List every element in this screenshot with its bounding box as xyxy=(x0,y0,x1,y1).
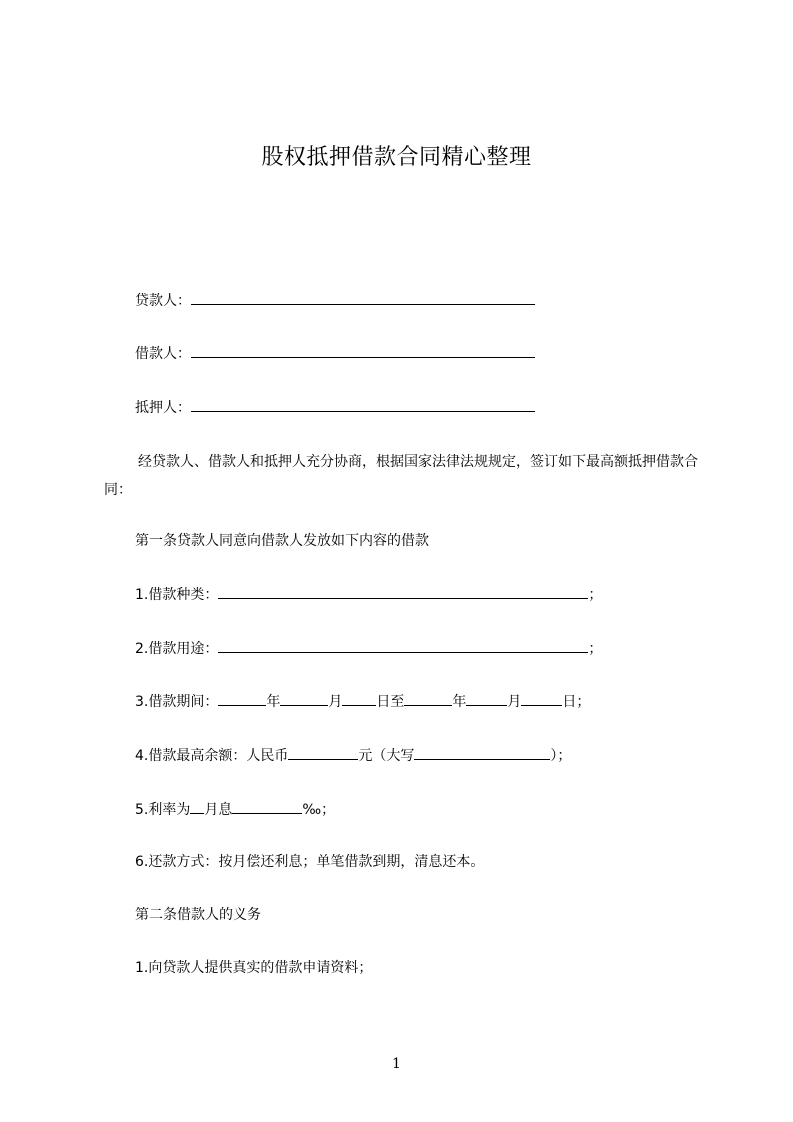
amount-unit: 元（大写 xyxy=(358,748,415,764)
start-month-blank[interactable] xyxy=(280,691,328,706)
interest-rate-line xyxy=(135,799,335,820)
article2-heading: 第二条借款人的义务 xyxy=(135,907,261,923)
borrower-blank[interactable] xyxy=(191,343,535,358)
loan-type-line xyxy=(135,584,602,605)
mortgagor-line xyxy=(135,397,535,418)
document-title: 股权抵押借款合同精心整理 xyxy=(261,145,532,170)
end-day-unit: 日； xyxy=(562,694,591,710)
borrower-obligation-1: 1.向贷款人提供真实的借款申请资料； xyxy=(135,960,373,976)
end-month-unit: 月 xyxy=(507,694,522,710)
loan-purpose-blank[interactable] xyxy=(218,638,588,653)
max-balance-line xyxy=(135,745,571,766)
amount-words-end: ）； xyxy=(550,748,572,764)
loan-type-end: ； xyxy=(588,587,603,603)
repayment-line: 6.还款方式：按月偿还利息；单笔借款到期，清息还本。 xyxy=(135,854,485,870)
intro-paragraph: 经贷款人、借款人和抵押人充分协商，根据国家法律法规规定，签订如下最高额抵押借款合同： xyxy=(104,454,698,498)
start-day-blank[interactable] xyxy=(342,691,376,706)
start-year-unit: 年 xyxy=(266,694,281,710)
article1-heading: 第一条贷款人同意向借款人发放如下内容的借款 xyxy=(135,533,429,549)
end-year-unit: 年 xyxy=(452,694,467,710)
lender-blank[interactable] xyxy=(191,290,535,305)
mortgagor-blank[interactable] xyxy=(191,397,535,412)
end-day-blank[interactable] xyxy=(521,691,562,706)
loan-type-blank[interactable] xyxy=(218,584,588,599)
interest-rate-label: 5.利率为 xyxy=(135,802,191,818)
amount-words-blank[interactable] xyxy=(414,745,550,760)
amount-blank[interactable] xyxy=(288,745,358,760)
end-month-blank[interactable] xyxy=(466,691,507,706)
rate-blank[interactable] xyxy=(232,799,302,814)
start-year-blank[interactable] xyxy=(218,691,266,706)
permille-unit: ‰； xyxy=(302,802,336,818)
page-number: 1 xyxy=(392,1056,401,1072)
loan-type-label: 1.借款种类： xyxy=(135,587,219,603)
end-year-blank[interactable] xyxy=(404,691,452,706)
loan-purpose-end: ； xyxy=(588,641,603,657)
loan-purpose-line xyxy=(135,638,602,659)
start-day-unit: 日至 xyxy=(376,694,405,710)
borrower-line xyxy=(135,343,535,364)
rate-type-blank[interactable] xyxy=(190,799,204,814)
borrower-label: 借款人： xyxy=(135,346,191,362)
start-month-unit: 月 xyxy=(328,694,343,710)
lender-line xyxy=(135,290,535,311)
loan-period-line xyxy=(135,691,590,712)
lender-label: 贷款人： xyxy=(135,293,191,309)
mortgagor-label: 抵押人： xyxy=(135,400,191,416)
max-balance-label: 4.借款最高余额：人民币 xyxy=(135,748,289,764)
monthly-label: 月息 xyxy=(204,802,233,818)
loan-period-label: 3.借款期间： xyxy=(135,694,219,710)
loan-purpose-label: 2.借款用途： xyxy=(135,641,219,657)
